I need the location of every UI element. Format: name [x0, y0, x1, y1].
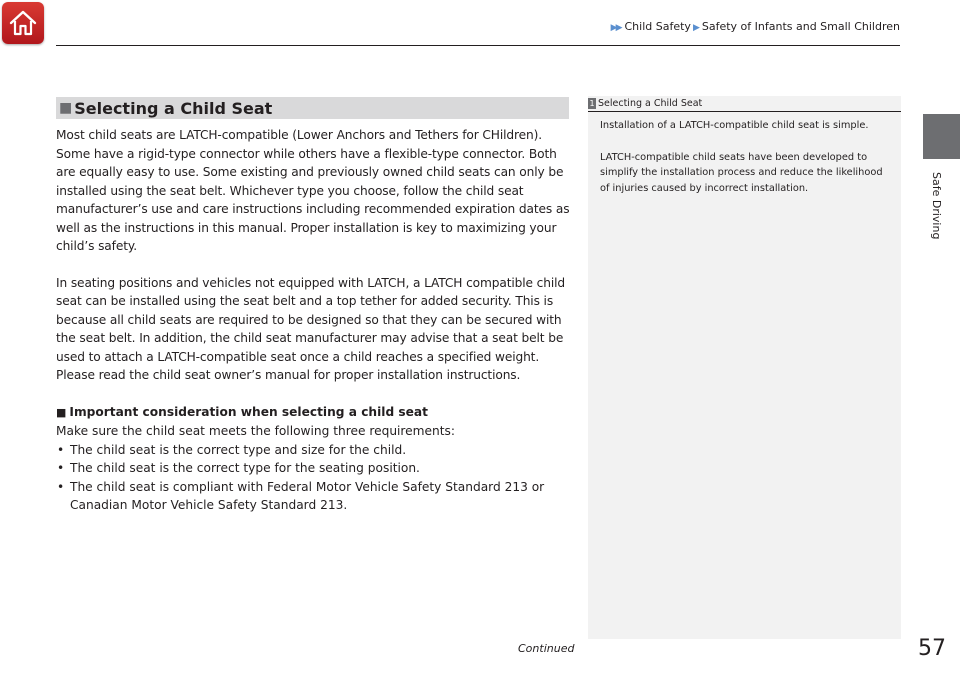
body-paragraph: Most child seats are LATCH-compatible (Lower Anchors and Tethers for CHildren). Some have a rigid-type connector while others have a flexible-type connector. Both are equally easy to use. Some existing and previously owned child seats can only be installed using the seat belt. Whichever type you choose, follow the child seat manufacturer’s use and care instructions including recommended expiration dates as well as the instructions in this manual. Proper installation is key to maximizing your child’s safety. [56, 128, 570, 253]
breadcrumb [611, 20, 900, 33]
sidebar-body [588, 112, 901, 196]
sidebar-title[interactable]: Selecting a Child Seat [598, 98, 703, 109]
list-item: • The child seat is the correct type for the seating position. [56, 459, 571, 478]
header-rule [56, 45, 900, 46]
side-tab-marker [923, 114, 960, 159]
breadcrumb-item-safety-of-infants[interactable]: Safety of Infants and Small Children [701, 20, 900, 33]
sidebar-heading [588, 96, 901, 112]
requirements-list [56, 441, 571, 515]
double-arrow-icon: ▶▶ [610, 23, 621, 33]
section-title: Selecting a Child Seat [74, 98, 273, 118]
side-tab-label: Safe Driving [930, 172, 943, 240]
note-number-badge: 1 [589, 99, 595, 108]
home-icon [8, 9, 38, 37]
subsection-title: Important consideration when selecting a child seat [69, 404, 428, 419]
body-paragraph: In seating positions and vehicles not equipped with LATCH, a LATCH compatible child seat can be installed using the seat belt and a top tether for added security. This is because all child seats are required to be designed so that they can be secured with the seat belt. In addition, the child seat manufacturer may advise that a seat belt be used to attach a LATCH-compatible seat once a child reaches a specified weight. Please read the child seat owner’s manual for proper installation instructions. [56, 275, 565, 382]
list-item: • The child seat is compliant with Federal Motor Vehicle Safety Standard 213 or Canadian Motor Vehicle Safety Standard 213. [56, 478, 571, 515]
subsection-heading [56, 403, 571, 423]
requirements-intro: Make sure the child seat meets the following three requirements: [56, 424, 456, 438]
arrow-icon: ▶ [692, 23, 700, 33]
main-content [56, 126, 571, 515]
continued-label: Continued [518, 642, 575, 655]
sidebar-paragraph: Installation of a LATCH-compatible child seat is simple. [600, 120, 869, 131]
square-bullet-icon: ■ [56, 405, 67, 419]
square-bullet-icon: ■ [59, 100, 73, 116]
page-number: 57 [918, 636, 946, 661]
sidebar-paragraph: LATCH-compatible child seats have been developed to simplify the installation process and reduce the likelihood of injuries caused by incorrect installation. [600, 151, 883, 194]
section-heading-bar [56, 97, 569, 119]
breadcrumb-item-child-safety[interactable]: Child Safety [624, 20, 691, 33]
home-button[interactable] [2, 2, 44, 44]
list-item: • The child seat is the correct type and size for the child. [56, 441, 571, 460]
sidebar-note [588, 96, 901, 639]
